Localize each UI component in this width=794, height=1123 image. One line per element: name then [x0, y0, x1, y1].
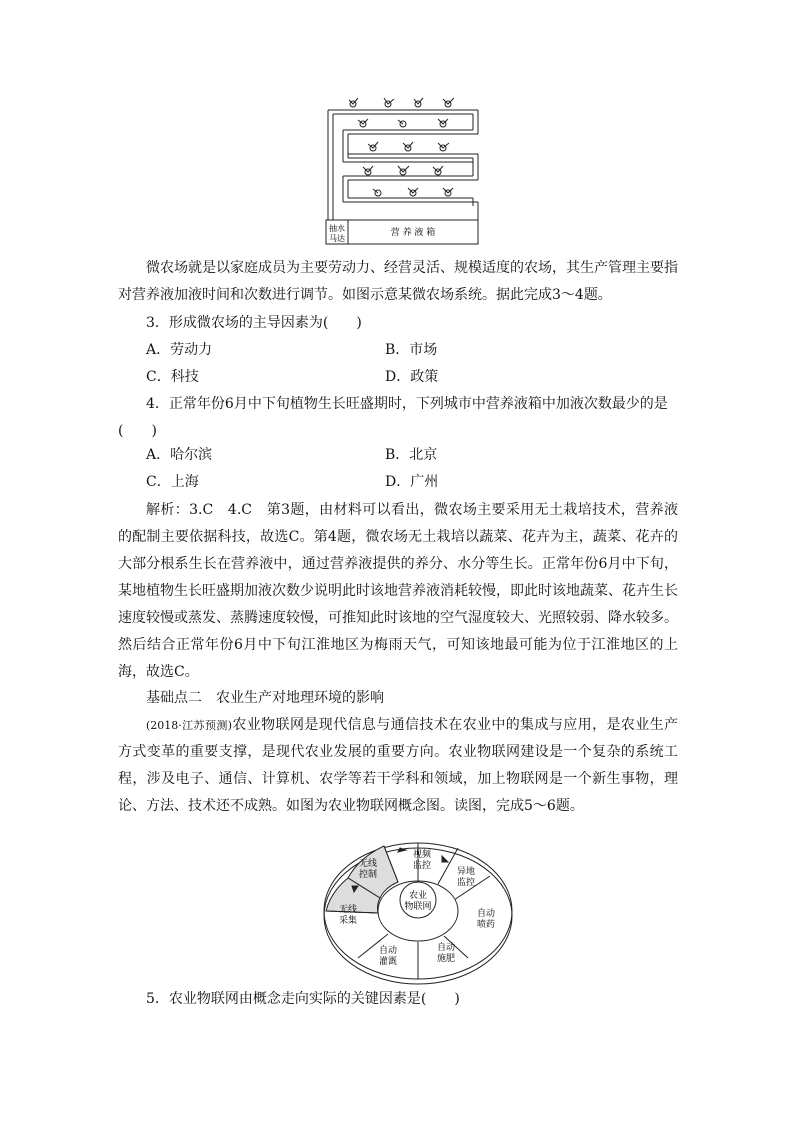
iot-concept-diagram	[318, 826, 518, 986]
q3-option-c: C．科技	[146, 369, 199, 385]
seg-spray-2: 喷药	[476, 920, 496, 930]
intro2-paragraph: (2018·江苏预测)农业物联网是现代信息与通信技术在农业中的集成与应用，是农业生产方式变革的重要支撑，是现代农业发展的重要方向。农业物联网建设是一个复杂的系统工程，涉及电子、通信、计算机、农学等若干学科和领域，加上物联网是一个新生事物，理论、方法、技术还不成熟。如图为农业物联网概念图。读图，完成5～6题。	[118, 717, 679, 814]
q4-stem: 4．正常年份6月中下旬植物生长旺盛期时，下列城市中营养液箱中加液次数最少的是	[146, 396, 668, 412]
q3-option-a: A．劳动力	[146, 342, 213, 358]
seg-spray-1: 自动	[476, 909, 496, 919]
seg-irrig-2: 灌溉	[378, 957, 398, 967]
q4-option-a: A．哈尔滨	[146, 447, 213, 463]
seg-control-2: 控制	[358, 870, 378, 880]
q4-option-b: B．北京	[385, 447, 438, 463]
tank-label: 营 养 液 箱	[390, 228, 436, 238]
center-label-2: 物联网	[404, 902, 432, 912]
seg-control-1: 无线	[358, 859, 378, 869]
seg-fert-1: 自动	[436, 943, 456, 953]
center-label-1: 农业	[408, 891, 428, 901]
seg-collect-2: 采集	[338, 916, 358, 926]
pump-label-1: 抽水	[329, 224, 345, 233]
seg-remote-1: 异地	[456, 867, 476, 877]
q4-option-d: D．广州	[385, 474, 439, 490]
seg-video-2: 监控	[412, 861, 432, 871]
seg-remote-2: 监控	[456, 878, 476, 888]
q3-option-b: B．市场	[385, 342, 438, 358]
q3-option-d: D．政策	[385, 369, 439, 385]
micro-farm-diagram	[318, 92, 488, 247]
pump-label-2: 马达	[329, 234, 345, 243]
seg-video-1: 视频	[412, 850, 432, 860]
seg-collect-1: 无线	[338, 905, 358, 915]
q4-stem-2: ( )	[118, 423, 157, 439]
section-heading: 基础点二 农业生产对地理环境的影响	[146, 690, 384, 706]
seg-fert-2: 施肥	[436, 954, 456, 964]
q4-option-c: C．上海	[146, 474, 199, 490]
analysis-paragraph: 解析：3.C 4.C 第3题，由材料可以看出，微农场主要采用无土栽培技术，营养液的配制主要依据科技，故选C。第4题，微农场无土栽培以蔬菜、花卉为主，蔬菜、花卉的大部分根系生长在营养液中，通过营养液提供的养分、水分等生长。正常年份6月中下旬，某地植物生长旺盛期加液次数少说明此时该地营养液消耗较慢，即此时该地蔬菜、花卉生长速度较慢或蒸发、蒸腾速度较慢，可推知此时该地的空气湿度较大、光照较弱、降水较多。然后结合正常年份6月中下旬江淮地区为梅雨天气，可知该地最可能为位于江淮地区的上海，故选C。	[118, 502, 678, 680]
q5-stem: 5．农业物联网由概念走向实际的关键因素是( )	[146, 991, 460, 1007]
q3-stem: 3．形成微农场的主导因素为( )	[146, 315, 362, 331]
seg-irrig-1: 自动	[378, 946, 398, 956]
intro-paragraph: 微农场就是以家庭成员为主要劳动力、经营灵活、规模适度的农场，其生产管理主要指对营养液加液时间和次数进行调节。如图示意某微农场系统。据此完成3～4题。	[118, 260, 678, 303]
